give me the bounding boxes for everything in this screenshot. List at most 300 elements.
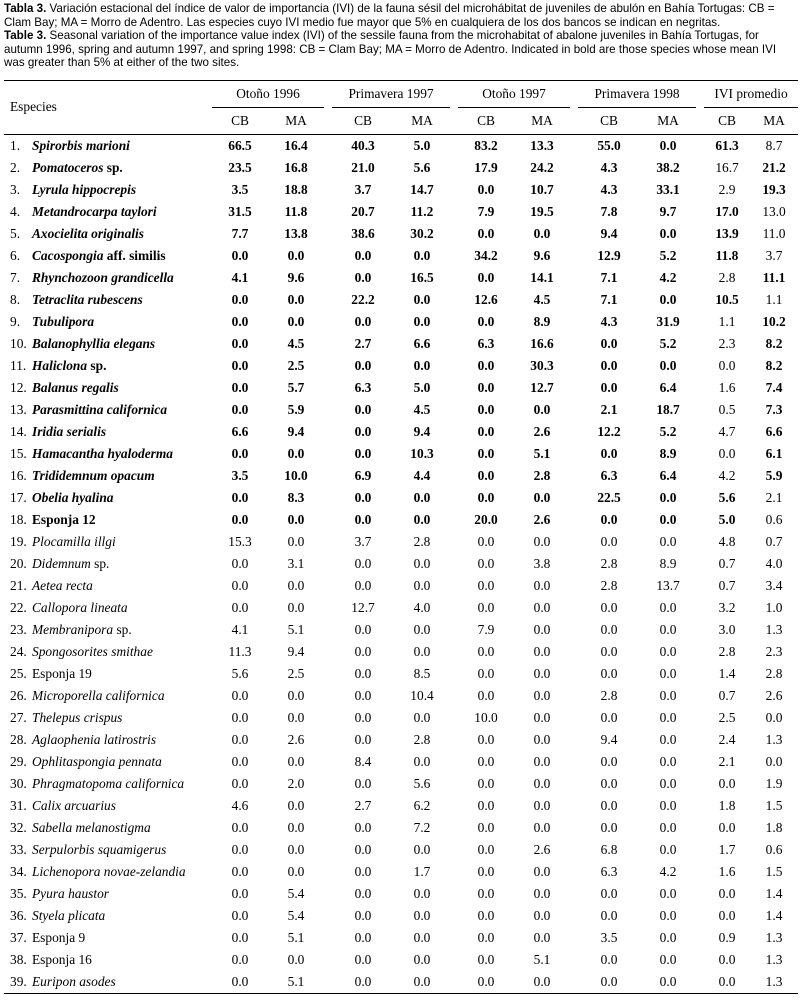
value-cb: 0.0 <box>477 907 495 923</box>
column-gap <box>570 707 578 729</box>
column-gap <box>570 905 578 927</box>
row-number: 11. <box>10 357 27 373</box>
value-ma: 9.4 <box>287 423 305 439</box>
value-ma: 0.0 <box>533 489 551 505</box>
table-row <box>4 597 798 619</box>
species-name: Obelia hyalina <box>32 489 114 505</box>
value-ma: 0.0 <box>287 709 305 725</box>
value-ma: 16.5 <box>410 269 434 285</box>
value-ma: 19.3 <box>762 181 786 197</box>
species-cell <box>4 377 212 399</box>
species-name: Serpulorbis squamigerus <box>32 841 167 857</box>
column-gap <box>324 685 332 707</box>
table-row <box>4 817 798 839</box>
species-name: Trididemnum opacum <box>32 467 155 483</box>
value-ma: 11.1 <box>762 269 786 285</box>
value-ma: 10.7 <box>530 181 554 197</box>
table-row <box>4 267 798 289</box>
column-gap <box>570 531 578 553</box>
value-cb: 0.0 <box>231 291 249 307</box>
value-ma: 5.9 <box>287 401 305 417</box>
column-gap <box>450 245 458 267</box>
value-cb: 0.0 <box>231 731 249 747</box>
value-ma: 0.0 <box>514 971 570 994</box>
value-cb: 4.6 <box>231 797 249 813</box>
value-cb: 7.9 <box>477 203 495 219</box>
value-ma: 3.1 <box>287 555 305 571</box>
value-cb: 5.0 <box>718 511 736 527</box>
species-cell <box>4 157 212 179</box>
value-cb: 0.0 <box>718 951 736 967</box>
column-gap <box>696 971 704 994</box>
table-row <box>4 729 798 751</box>
value-cb: 7.8 <box>600 203 618 219</box>
value-ma: 2.6 <box>533 841 551 857</box>
value-ma: 8.9 <box>659 555 677 571</box>
value-ma: 6.4 <box>659 467 677 483</box>
table-row <box>4 245 798 267</box>
value-cb: 6.3 <box>600 467 618 483</box>
value-cb: 2.7 <box>354 335 372 351</box>
species-cell <box>4 971 212 994</box>
value-cb: 22.2 <box>351 291 375 307</box>
species-name: Sabella melanostigma <box>32 819 151 835</box>
species-cell <box>4 421 212 443</box>
value-cb: 0.0 <box>231 555 249 571</box>
table-row <box>4 443 798 465</box>
value-cb: 3.7 <box>354 533 372 549</box>
value-cb: 0.0 <box>477 665 495 681</box>
value-ma: 10.0 <box>284 467 308 483</box>
value-cb: 0.0 <box>231 951 249 967</box>
value-ma: 0.0 <box>413 291 431 307</box>
value-ma: 4.2 <box>659 863 677 879</box>
value-ma: 1.3 <box>765 929 783 945</box>
species-name: Rhynchozoon grandicella <box>32 269 174 285</box>
table-caption <box>0 0 802 70</box>
value-cb: 0.0 <box>354 709 372 725</box>
column-gap <box>696 311 704 333</box>
row-number: 30. <box>10 775 27 791</box>
value-ma: 0.0 <box>533 907 551 923</box>
column-gap <box>696 421 704 443</box>
value-ma: 11.8 <box>284 203 308 219</box>
value-cb: 0.0 <box>600 665 618 681</box>
column-gap <box>570 927 578 949</box>
value-ma: 13.7 <box>656 577 680 593</box>
value-cb: 0.0 <box>600 511 618 527</box>
value-ma: 2.8 <box>765 665 783 681</box>
value-cb: 7.9 <box>477 621 495 637</box>
species-cell <box>4 311 212 333</box>
column-gap <box>570 619 578 641</box>
table-row <box>4 179 798 201</box>
species-cell <box>4 663 212 685</box>
column-gap <box>324 883 332 905</box>
value-ma: 0.0 <box>287 841 305 857</box>
value-ma: 2.6 <box>765 687 783 703</box>
column-gap <box>324 663 332 685</box>
column-gap <box>696 729 704 751</box>
column-gap <box>450 267 458 289</box>
column-gap <box>450 575 458 597</box>
column-gap <box>696 751 704 773</box>
value-ma: 0.0 <box>659 709 677 725</box>
value-ma: 1.3 <box>765 731 783 747</box>
value-cb: 3.7 <box>354 181 372 197</box>
column-gap <box>324 531 332 553</box>
table-row <box>4 134 798 157</box>
row-number: 36. <box>10 907 27 923</box>
table-row <box>4 289 798 311</box>
value-ma: 1.8 <box>765 819 783 835</box>
value-ma: 0.0 <box>533 621 551 637</box>
value-cb: 0.0 <box>477 951 495 967</box>
column-gap <box>450 949 458 971</box>
column-gap <box>696 553 704 575</box>
value-cb: 0.0 <box>600 797 618 813</box>
species-cell <box>4 487 212 509</box>
table-row <box>4 157 798 179</box>
site-header-ma: MA <box>268 107 324 134</box>
column-gap <box>324 971 332 994</box>
value-ma: 0.0 <box>659 797 677 813</box>
column-gap <box>324 201 332 223</box>
table-row <box>4 641 798 663</box>
column-gap <box>324 751 332 773</box>
species-cell <box>4 553 212 575</box>
value-cb: 16.7 <box>715 159 739 175</box>
table-row <box>4 839 798 861</box>
value-cb: 0.0 <box>718 445 736 461</box>
value-ma: 8.2 <box>765 357 783 373</box>
value-cb: 0.0 <box>354 555 372 571</box>
column-gap <box>696 157 704 179</box>
column-gap <box>696 179 704 201</box>
value-ma: 0.0 <box>533 885 551 901</box>
table-row <box>4 949 798 971</box>
value-cb: 10.0 <box>474 709 498 725</box>
column-gap <box>696 443 704 465</box>
value-cb: 0.0 <box>354 269 372 285</box>
column-gap <box>696 399 704 421</box>
species-suffix: sp. <box>90 555 110 571</box>
value-ma: 4.5 <box>413 401 431 417</box>
value-ma: 0.0 <box>287 313 305 329</box>
value-ma: 0.0 <box>287 599 305 615</box>
row-number: 17. <box>10 489 27 505</box>
value-ma: 0.0 <box>413 577 431 593</box>
value-cb: 0.0 <box>477 797 495 813</box>
column-gap <box>450 729 458 751</box>
value-cb: 0.0 <box>718 819 736 835</box>
value-ma: 0.0 <box>394 971 450 994</box>
value-ma: 5.4 <box>287 907 305 923</box>
value-ma: 6.2 <box>413 797 431 813</box>
table-row <box>4 223 798 245</box>
column-gap <box>450 751 458 773</box>
species-suffix: sp. <box>87 357 107 373</box>
value-ma: 0.0 <box>659 137 677 153</box>
table-row <box>4 795 798 817</box>
value-cb: 6.8 <box>600 841 618 857</box>
value-cb: 20.0 <box>474 511 498 527</box>
value-ma: 0.0 <box>659 621 677 637</box>
value-ma: 0.0 <box>533 819 551 835</box>
column-gap <box>570 223 578 245</box>
value-cb: 6.3 <box>477 335 495 351</box>
value-cb: 3.2 <box>718 599 736 615</box>
species-name: Hamacantha hyaloderma <box>32 445 173 461</box>
site-header-cb: CB <box>458 107 514 134</box>
value-cb: 0.0 <box>354 247 372 263</box>
species-cell <box>4 685 212 707</box>
column-gap <box>696 795 704 817</box>
table-body <box>4 134 798 993</box>
value-cb: 0.0 <box>477 577 495 593</box>
column-gap <box>696 707 704 729</box>
value-ma: 6.4 <box>659 379 677 395</box>
value-cb: 0.7 <box>718 555 736 571</box>
value-cb: 0.0 <box>477 885 495 901</box>
value-cb: 0.0 <box>600 621 618 637</box>
value-cb: 6.3 <box>354 379 372 395</box>
value-ma: 4.4 <box>413 467 431 483</box>
value-ma: 0.0 <box>287 247 305 263</box>
column-gap <box>450 289 458 311</box>
species-name: Balanophyllia elegans <box>32 335 156 351</box>
value-ma: 0.0 <box>659 665 677 681</box>
value-cb: 3.5 <box>600 929 618 945</box>
value-cb: 2.3 <box>718 335 736 351</box>
row-number: 20. <box>10 555 27 571</box>
value-ma: 0.0 <box>659 533 677 549</box>
value-cb: 0.0 <box>231 753 249 769</box>
species-name: Aetea recta <box>32 577 93 593</box>
value-cb: 0.0 <box>354 643 372 659</box>
column-gap <box>696 289 704 311</box>
value-ma: 0.0 <box>765 709 783 725</box>
row-number: 27. <box>10 709 27 725</box>
value-cb: 22.5 <box>597 489 621 505</box>
table-row <box>4 377 798 399</box>
site-header-ma: MA <box>514 107 570 134</box>
column-gap <box>696 509 704 531</box>
value-cb: 0.0 <box>354 775 372 791</box>
column-gap <box>450 377 458 399</box>
row-number: 2. <box>10 159 21 175</box>
row-number: 34. <box>10 863 27 879</box>
column-gap <box>696 575 704 597</box>
table-row <box>4 927 798 949</box>
species-cell <box>4 223 212 245</box>
value-cb: 31.5 <box>228 203 252 219</box>
value-cb: 0.0 <box>600 885 618 901</box>
column-gap <box>696 223 704 245</box>
column-gap <box>570 157 578 179</box>
value-ma: 1.3 <box>750 971 798 994</box>
column-gap <box>324 795 332 817</box>
column-gap <box>570 575 578 597</box>
column-gap <box>570 465 578 487</box>
column-gap <box>450 795 458 817</box>
column-gap <box>696 839 704 861</box>
value-ma: 5.0 <box>413 379 431 395</box>
row-number: 16. <box>10 467 27 483</box>
row-number: 14. <box>10 423 27 439</box>
caption-en-label: Table 3. <box>4 29 47 43</box>
species-name: Spongosorites smithae <box>32 643 153 659</box>
row-number: 32. <box>10 819 27 835</box>
table-row <box>4 531 798 553</box>
value-ma: 0.0 <box>287 291 305 307</box>
table-row <box>4 619 798 641</box>
value-cb: 2.7 <box>354 797 372 813</box>
value-cb: 2.9 <box>718 181 736 197</box>
column-gap <box>450 839 458 861</box>
value-ma: 0.0 <box>659 511 677 527</box>
value-ma: 10.4 <box>410 687 434 703</box>
value-ma: 0.0 <box>413 357 431 373</box>
column-gap <box>450 443 458 465</box>
value-cb: 34.2 <box>474 247 498 263</box>
value-ma: 0.0 <box>659 819 677 835</box>
value-ma: 1.1 <box>765 291 783 307</box>
value-ma: 21.2 <box>762 159 786 175</box>
value-ma: 0.0 <box>533 665 551 681</box>
value-cb: 0.0 <box>354 423 372 439</box>
species-name: Didemnum <box>32 555 91 571</box>
value-cb: 0.0 <box>477 489 495 505</box>
value-ma: 0.7 <box>765 533 783 549</box>
value-cb: 1.7 <box>718 841 736 857</box>
column-gap <box>570 355 578 377</box>
value-ma: 8.9 <box>533 313 551 329</box>
column-gap <box>570 817 578 839</box>
column-gap <box>450 707 458 729</box>
column-gap <box>450 487 458 509</box>
species-cell <box>4 245 212 267</box>
value-cb: 0.0 <box>477 731 495 747</box>
value-cb: 17.0 <box>715 203 739 219</box>
table-row <box>4 399 798 421</box>
row-number: 18. <box>10 511 27 527</box>
value-cb: 0.0 <box>718 357 736 373</box>
column-gap <box>696 641 704 663</box>
value-cb: 12.9 <box>597 247 621 263</box>
value-cb: 4.3 <box>600 159 618 175</box>
value-cb: 2.8 <box>600 687 618 703</box>
value-cb: 0.0 <box>354 819 372 835</box>
header-group-row <box>4 80 798 107</box>
value-ma: 0.0 <box>287 445 305 461</box>
column-gap <box>570 861 578 883</box>
species-name: Ophlitaspongia pennata <box>32 753 162 769</box>
value-ma: 6.1 <box>765 445 783 461</box>
value-ma: 18.8 <box>284 181 308 197</box>
value-ma: 9.6 <box>533 247 551 263</box>
value-ma: 18.7 <box>656 401 680 417</box>
row-number: 1. <box>10 137 21 153</box>
species-name: Microporella californica <box>32 687 165 703</box>
row-number: 7. <box>10 269 21 285</box>
column-gap <box>570 421 578 443</box>
value-ma: 0.0 <box>640 971 696 994</box>
column-gap <box>450 333 458 355</box>
species-name: Thelepus crispus <box>32 709 123 725</box>
value-ma: 0.0 <box>765 753 783 769</box>
value-cb: 0.7 <box>718 687 736 703</box>
species-cell <box>4 949 212 971</box>
value-cb: 0.0 <box>600 335 618 351</box>
site-header-ma: MA <box>394 107 450 134</box>
column-gap <box>570 267 578 289</box>
column-gap <box>324 905 332 927</box>
table-row <box>4 553 798 575</box>
value-ma: 31.9 <box>656 313 680 329</box>
value-ma: 9.7 <box>659 203 677 219</box>
column-gap <box>324 355 332 377</box>
value-cb: 1.8 <box>718 797 736 813</box>
value-ma: 4.0 <box>413 599 431 615</box>
value-ma: 0.0 <box>533 863 551 879</box>
species-cell <box>4 795 212 817</box>
value-cb: 12.2 <box>597 423 621 439</box>
row-number: 19. <box>10 533 27 549</box>
value-ma: 5.1 <box>268 971 324 994</box>
value-cb: 0.0 <box>354 357 372 373</box>
species-name: Plocamilla illgi <box>32 533 116 549</box>
table-row <box>4 355 798 377</box>
value-cb: 0.0 <box>231 247 249 263</box>
value-ma: 14.1 <box>530 269 554 285</box>
value-cb: 0.5 <box>718 401 736 417</box>
value-ma: 5.1 <box>287 929 305 945</box>
species-cell <box>4 289 212 311</box>
table-row <box>4 971 798 994</box>
value-ma: 5.1 <box>533 951 551 967</box>
caption-spanish <box>4 2 798 29</box>
value-cb: 0.0 <box>354 401 372 417</box>
value-cb: 0.0 <box>477 643 495 659</box>
value-cb: 0.0 <box>718 907 736 923</box>
value-ma: 0.0 <box>659 225 677 241</box>
column-gap <box>450 817 458 839</box>
value-cb: 20.7 <box>351 203 375 219</box>
column-gap <box>324 443 332 465</box>
value-ma: 0.6 <box>765 841 783 857</box>
value-cb: 0.0 <box>354 313 372 329</box>
value-cb: 2.8 <box>600 577 618 593</box>
value-ma: 0.0 <box>659 951 677 967</box>
column-gap <box>450 179 458 201</box>
value-ma: 1.3 <box>765 621 783 637</box>
value-ma: 4.2 <box>659 269 677 285</box>
value-ma: 2.8 <box>413 731 431 747</box>
caption-en-text: Seasonal variation of the importance value index (IVI) of the sessile fauna from the microhabitat of abalone juveniles in Bahía Tortugas, for autumn 1996, spring and autumn 1997, and spring 1998: CB = Clam Bay; MA = Morro de Adentro. Indicated in bold are those species whose mean IVI was greater than 5% at either of the two sites. <box>4 29 777 70</box>
value-ma: 3.8 <box>533 555 551 571</box>
value-cb: 0.0 <box>477 687 495 703</box>
column-gap <box>450 905 458 927</box>
column-gap <box>324 267 332 289</box>
value-cb: 11.3 <box>228 643 252 659</box>
value-cb: 0.0 <box>600 379 618 395</box>
value-cb: 2.5 <box>718 709 736 725</box>
value-cb: 4.1 <box>231 269 249 285</box>
value-cb: 0.0 <box>600 753 618 769</box>
species-cell <box>4 465 212 487</box>
column-gap <box>324 773 332 795</box>
